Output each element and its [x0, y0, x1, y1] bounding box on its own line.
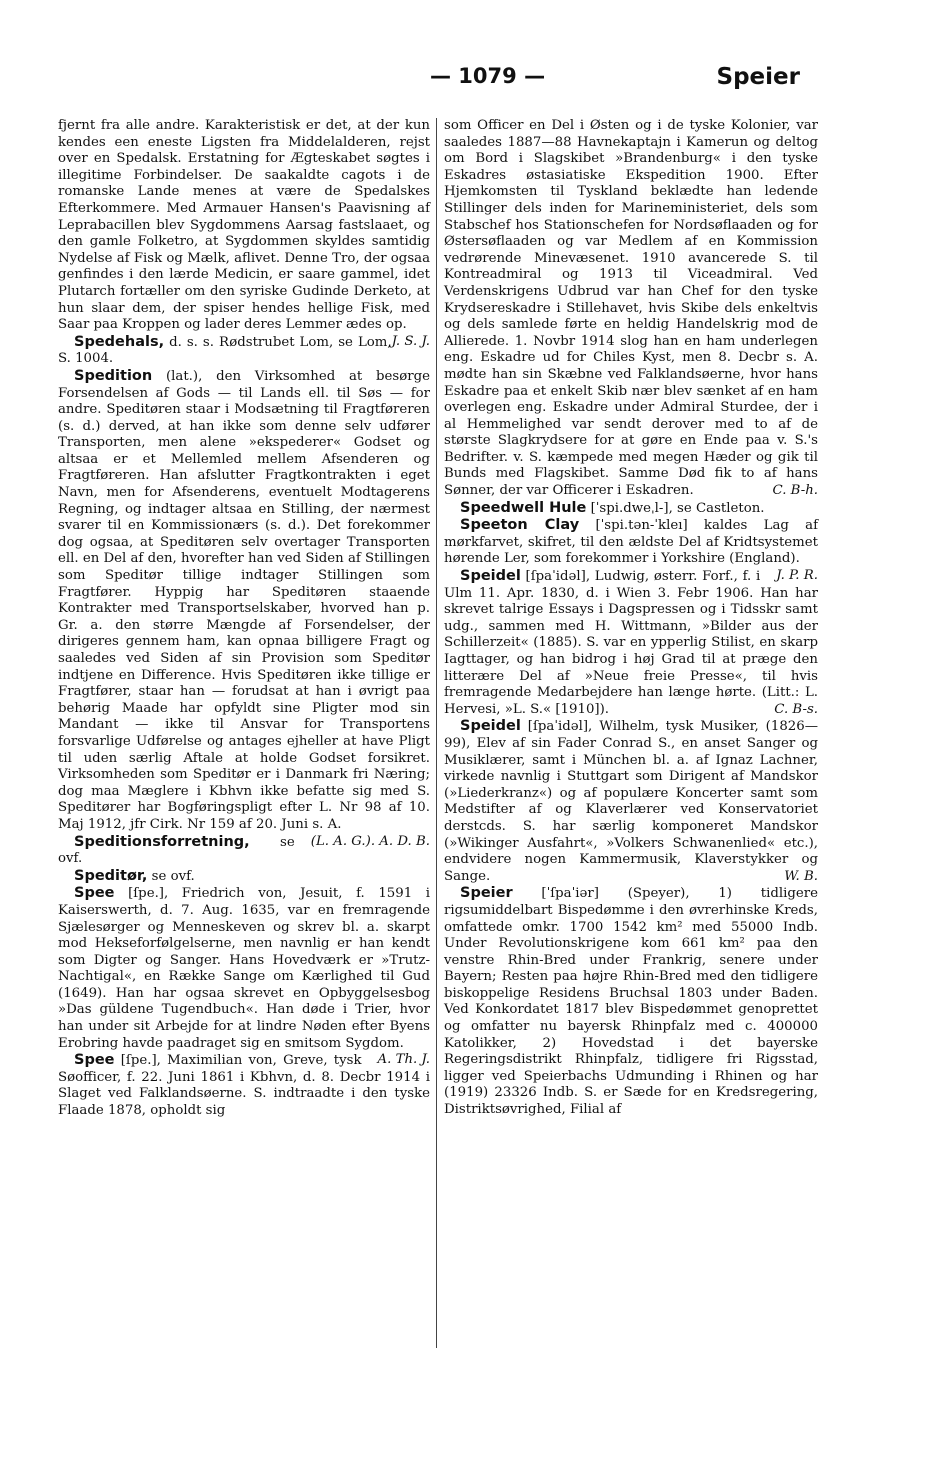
entry-speditor: Speditør, se ovf. [74, 867, 195, 884]
entry-speidel-ludwig: Speidel [ſpaˈidəl], Ludwig, østerr. Forf., f. i Ulm 11. Apr. 1830, d. i Wien 3. Febr 1906. Han har skrevet talrige Essays i Dagspressen og i Tidsskr samt udg., sammen med H. Wittmann, »Bilder aus der Schillerzeit« (1885). S. var en ypperlig Stilist, en skarp Iagttager, og han bidrog i høj Grad til at præge den litterære Del af »Neue freie Presse«, til hvis fremragende Medarbejdere han længe hørte. (Litt.: L. Hervesi, »L. S.« [1910]). C. B-s. [444, 568, 818, 717]
right-column [444, 118, 818, 1119]
entry-speditionsforretning: Speditionsforretning, se ovf. [58, 833, 295, 867]
entry-signature: J. P. R. [776, 568, 818, 584]
entry-signature: (L. A. G.). A. D. B. [310, 833, 430, 849]
left-column [58, 118, 430, 1120]
entry-speedwell-hule: Speedwell Hule [ˈspi.dweˌl-], se Castleton. [460, 499, 765, 516]
headword: Speier [460, 885, 513, 902]
entry-speidel-wilhelm: Speidel [ſpaˈidəl], Wilhelm, tysk Musiker, (1826—99), Elev af sin Fader Conrad S., en anset Sanger og Musiklærer, samt i München bl. a. af Ignaz Lachner, virkede navnlig i Stuttgart som Dirigent af Mandskor (»Liederkranz«) og af populære Koncerter samt som Medstifter af og Klaverlærer ved Konservatoriet derstcds. S. har særlig komponeret Mandskor (»Wikinger Ausfahrt«, »Volkers Schwanenlied« etc.), endvidere nogen Kammermusik, Klaverstykker og Sange. W. B. [444, 718, 818, 884]
headword: Speditionsforretning, [74, 833, 250, 850]
headword: Speidel [460, 568, 521, 585]
entry-spee-maximilian: Spee [ſpe.], Maximilian von, Greve, tysk Søofficer, f. 22. Juni 1861 i Kbhvn, d. 8. Decbr 1914 i Slaget ved Falklandsøerne. S. indtraadte i den tyske Flaade 1878, opholdt sig [58, 1052, 430, 1119]
headword: Spedition [74, 367, 153, 384]
headword: Speditør, [74, 867, 148, 884]
entry-speeton-clay: Speeton Clay [ˈspi.tən-ˈkleı] kaldes Lag af mørkfarvet, skifret, til den ældste Del af Kridtsystemet hørende Ler, som forekommer i Yorkshire (England). J. P. R. [444, 517, 818, 584]
headword: Spee [74, 885, 115, 902]
entry-spee-friedrich: Spee [ſpe.], Friedrich von, Jesuit, f. 1591 i Kaiserswerth, d. 7. Aug. 1635, var en fremragende Sjælesørger og Menneskeven og skrev bl. a. skarpt mod Hekseforfølgelserne, men navnlig er han kendt som Digter og Sanger. Hans Hovedværk er »Trutz-Nachtigal«, en Række Sange om Kærlighed til Gud (1649). Han har ogsaa skrevet en Opbyggelsesbog »Das güldene Tugendbuch«. Han døde i Trier, hvor han under sit Arbejde for at lindre Nøden efter Byens Erobring havde paadraget sig en smitsom Sygdom. A. Th. J. [58, 885, 430, 1068]
page-number: — 1079 — [430, 64, 546, 88]
headword: Speeton Clay [460, 517, 580, 534]
entry-text: fjernt fra alle andre. Karakteristisk er det, at der kun kendes een eneste Ligsten fra Middelalderen, rejst over en Spedalsk. Erstatning for Ægteskabet søgtes i illegitime Forbindelser. De saakaldte cagots i de romanske Lande menes at være de Spedalskes Efterkommere. Med Armauer Hansen's Paavisning af Leprabacillen blev Sygdommens Aarsag fastslaaet, og den gamle Folketro, at Sygdommen skyldes samtidig Nydelse af Fisk og Mælk, aflivet. Denne Tro, der ogsaa genfindes i den lærde Medicin, er saare gammel, idet Plutarch fortæller om den syriske Gudinde Derketo, at hun slaar dem, der spiser hendes hellige Fisk, med Saar paa Kroppen og lader deres Lemmer ædes op. J. S. J. [58, 118, 430, 349]
headword: Speedwell Hule [460, 499, 587, 516]
entry-signature: W. B. [784, 868, 818, 884]
page-header [60, 62, 800, 102]
headword: Speidel [460, 718, 521, 735]
headword: Spee [74, 1052, 115, 1069]
column-divider [436, 118, 437, 1348]
headword: Spedehals, [74, 333, 165, 350]
entry-signature: C. B-h. [772, 483, 818, 499]
running-head: Speier [716, 64, 800, 90]
entry-signature: A. Th. J. [377, 1052, 430, 1068]
entry-spedition: Spedition (lat.), den Virksomhed at besørge Forsendelsen af Gods — til Lands ell. til Søs — for andre. Speditøren staar i Modsætning til Fragtføreren (s. d.) derved, at han ikke som denne selv udfører Transporten, men alene »ekspederer« Godset og altsaa er et Mellemled mellem Afsenderen og Fragtføreren. Han afslutter Fragtkontrakten i eget Navn, men for Afsenderens, eventuelt Modtagerens Regning, og indtager altsaa en Stilling, der nærmest svarer til en Kommissionærs (s. d.). Det forekommer dog ogsaa, at Speditøren selv overtager Transporten ell. en Del af den, hvorefter han ved Siden af Stillingen som Speditør tillige indtager Stillingen som Fragtfører. Hyppig har Speditøren staaende Kontrakter med Transportselskaber, hvorved han p. Gr. a. den større Mængde af Forsendelser, der dirigeres gennem ham, kan opnaa billigere Fragt og saaledes ved Siden af sin Provision som Speditør indtjene en Difference. Hvis Speditøren ikke tillige er Fragtfører, staar han — forudsat at han i øvrigt paa behørig Maade har opfyldt sine Pligter mod sin Mandant — ikke til Ansvar for Transportens forsvarlige Udførelse og antages ejheller at have Pligt til uden særlig Aftale at holde Godset forsikret. Virksomheden som Speditør er i Danmark fri Næring; dog maa Mæglere i Kbhvn ikke befatte sig med S. Speditører har Bogføringspligt efter L. Nr 98 af 10. Maj 1912, jfr Cirk. Nr 159 af 20. Juni s. A. (L. A. G.). A. D. B. [58, 367, 430, 849]
entry-signature: J. S. J. [391, 333, 430, 349]
entry-text: som Officer en Del i Østen og i de tyske Kolonier, var saaledes 1887—88 Havnekaptajn i Kamerun og deltog om Bord i Slagskibet »Brandenburg« i den tyske Eskadres østasiatiske Ekspedition 1900. Efter Hjemkomsten til Tyskland beklædte han ledende Stillinger dels inden for Marineministeriet, dels som Stabschef hos Stationschefen for Nordsøflaaden og for Østersøflaaden og var Medlem af en Kommission vedrørende Minevæsenet. 1910 avancerede S. til Kontreadmiral og 1913 til Viceadmiral. Ved Verdenskrigens Udbrud var han Chef for den tyske Krydsereskadre i Stillehavet, hvis Skibe dels enkeltvis og dels samlede førte en heldig Handelskrig mod de Allierede. 1. Novbr 1914 slog han en ham underlegen eng. Eskadre ud for Chiles Kyst, men 8. Decbr s. A. mødte han sin Skæbne ved Falklandsøerne, hvor hans Eskadre paa et enkelt Skib nær blev sænket af en ham overlegen eng. Eskadre under Admiral Sturdee, der i al Hemmelighed var sendt derover med to af de største Slagkrydsere for at gøre en Ende paa v. S.'s Bedrifter. v. S. kæmpede med megen Hæder og gik til Bunds med Flagskibet. Samme Død fik to af hans Sønner, der var Officerer i Eskadren. C. B-h. [444, 118, 818, 499]
entry-signature: C. B-s. [774, 701, 818, 717]
entry-spedehals: Spedehals, d. s. s. Rødstrubet Lom, se Lom, S. 1004. [58, 333, 392, 367]
entry-speier: Speier [ˈſpaˈiər] (Speyer), 1) tidligere rigsumiddelbart Bispedømme i den øvrerhinske Kreds, omfattede omkr. 1700 1542 km² med 55000 Indb. Under Revolutionskrigene kom 661 km² paa den venstre Rhin-Bred under Frankrig, senere under Bayern; Resten paa højre Rhin-Bred med den tidligere biskoppelige Residens Bruchsal 1803 under Baden. Ved Konkordatet 1817 blev Bispedømmet genoprettet og omfatter nu bayersk Rhinpfalz med c. 400000 Katolikker, 2) Hovedstad i det bayerske Regeringsdistrikt Rhinpfalz, tidligere fri Rigsstad, ligger ved Speierbachs Udmunding i Rhinen og har (1919) 23326 Indb. S. er Sæde for en Kredsregering, Distriktsøvrighed, Filial af [444, 885, 818, 1118]
